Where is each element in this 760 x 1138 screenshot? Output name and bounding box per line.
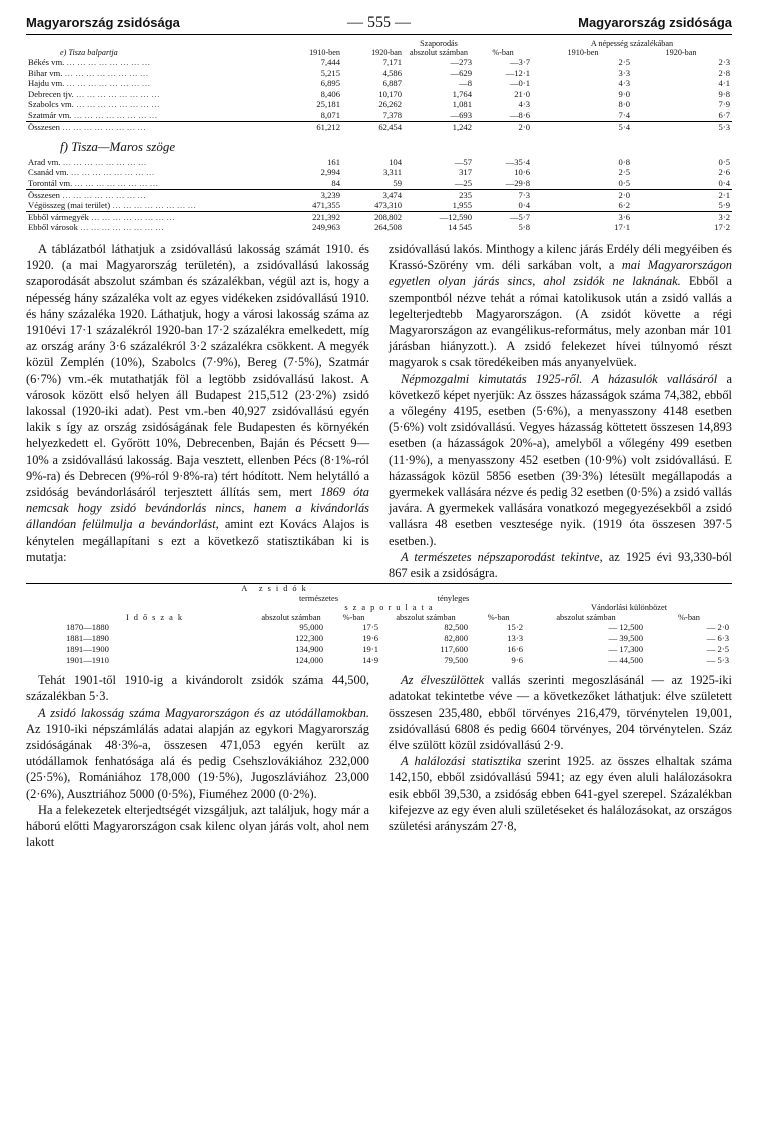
blank-cell: [526, 584, 732, 594]
row-label-text: Szabolcs vm.: [28, 99, 74, 110]
row-value: —629: [450, 67, 472, 78]
left-column-top: [26, 241, 369, 581]
row-value: 7,378: [382, 109, 402, 120]
row-value: 6·7: [718, 109, 730, 120]
row-value: 2·0: [532, 189, 632, 200]
emphasis-run: A halálozási statisztika: [401, 754, 522, 769]
share-group-label: A népesség százalékában: [590, 39, 674, 48]
row-value: — 17,300: [608, 644, 643, 655]
row-value: 104: [389, 156, 402, 167]
row-value: 26,262: [378, 99, 402, 110]
leader-dots: … … … … … … … …: [59, 189, 146, 200]
extra-row: [26, 222, 732, 233]
row-value: —8·6: [509, 109, 530, 120]
row-value: 8,406: [320, 88, 340, 99]
extra-row: [26, 211, 732, 222]
row-value: —57: [454, 156, 472, 167]
row-label-text: Összesen: [28, 189, 60, 200]
period-cell: 1901—1910: [66, 655, 109, 666]
row-value: 79,500: [444, 655, 468, 666]
paragraph: [389, 371, 732, 549]
row-value: 14·9: [362, 655, 378, 666]
paragraph: [26, 705, 369, 802]
paragraph: [389, 753, 732, 834]
growth-group-label: Szaporodás: [420, 39, 458, 48]
col-growth-pct: %-ban: [492, 48, 514, 57]
row-value: —5·7: [474, 211, 532, 222]
row-label: [26, 99, 282, 110]
table-row: [26, 78, 732, 89]
row-value: 82,500: [444, 622, 468, 633]
row-value: —693: [450, 109, 472, 120]
text-run: Ebből a szempontból nézve tehát a római katolikusok után a zsidó vallás a legelterjedtebb Magyarországon. (A zsidót követte a régi Magyarországon az evangélikus-református, mely azonban már 101 járásban hiányzott.). A zsidó felekezet hívei túlnyomó részt magyarok s csak töredékeiben más anyanyelvüek.: [389, 274, 732, 370]
row-value: 19·1: [362, 644, 378, 655]
row-value: — 12,500: [608, 622, 643, 633]
row-value: 8·0: [618, 99, 630, 110]
table-row: [26, 99, 732, 110]
table-row: [26, 89, 732, 100]
table-row: [26, 110, 732, 121]
row-value: —29·8: [505, 177, 530, 188]
row-label-text: Debrecen tjv.: [28, 88, 74, 99]
growth-abs-label: abszolut számban: [410, 48, 468, 57]
col-1910: 1910-ben: [309, 48, 340, 57]
period-header: Időszak: [126, 612, 188, 622]
leader-dots: … … … … … … … …: [77, 222, 164, 233]
row-value: 0·5: [618, 177, 630, 188]
row-value: —25: [454, 177, 472, 188]
row-label: [26, 211, 282, 222]
row-value: — 44,500: [608, 655, 643, 666]
paragraph: Ha a felekezetek elterjedtségét vizsgáljuk, azt találjuk, hogy már a háború előtti Magyarországon csak kilenc olyan járás volt, ahol nem lakott: [26, 802, 369, 850]
leader-dots: … … … … … … … …: [60, 156, 147, 167]
row-value: 61,212: [282, 121, 342, 132]
natural-group-label: természetes: [298, 593, 339, 603]
paragraph: [389, 549, 732, 581]
row-value: — 6·3: [706, 633, 729, 644]
population-table-body: [26, 57, 732, 233]
row-value: — 2·0: [706, 622, 729, 633]
row-label-text: Hajdu vm.: [28, 78, 65, 89]
row-value: 2,994: [320, 167, 340, 178]
row-value: — 39,500: [608, 633, 643, 644]
text-run: amint ezt Kovács Alajos is kénytelen megállapítani s ezt a következő statisztikában ki is mutatja:: [26, 517, 369, 564]
row-value: 10·6: [514, 167, 530, 178]
page: [26, 14, 732, 850]
row-value: 3,311: [382, 167, 402, 178]
table-row: [26, 655, 732, 666]
row-value: 15·2: [507, 622, 523, 633]
row-value: 9·8: [718, 88, 730, 99]
text-columns-bottom: [26, 672, 732, 850]
text-run: Az 1910-iki népszámlálás adatai alapján az egykori Magyarország zsidóságának 48·3%-a, összesen 471,053 egyén került az utódállamok fenhatósága alá és pedig Csehszlovákiához 232,000 (25·5%), Romániához 178,000 (19·5%), Jugoszláviához 23,000 (2·6%), Ausztriához 5000 (0·5%), Fiuméhez 2000 (0·2%).: [26, 721, 369, 801]
row-label-text: Végösszeg (mai terület): [28, 200, 111, 211]
share-1910-label: 1910-ben: [567, 48, 599, 57]
row-label: [26, 178, 282, 189]
row-value: 82,800: [444, 633, 468, 644]
row-value: 7·4: [618, 109, 630, 120]
row-value: 21·0: [514, 88, 530, 99]
row-value: 17·2: [714, 222, 730, 233]
row-label: [26, 189, 282, 200]
leader-dots: … … … … … … … …: [71, 109, 158, 120]
row-value: 17·5: [362, 622, 378, 633]
table-row: [26, 57, 732, 68]
leader-dots: … … … … … … … …: [62, 67, 149, 78]
paragraph: Tehát 1901-től 1910-ig a kivándorolt zsidók száma 44,500, százalékban 5·3.: [26, 673, 369, 704]
row-value: 14 545: [448, 222, 472, 233]
row-label-text: Csanád vm.: [28, 167, 69, 178]
row-value: 3·6: [532, 211, 632, 222]
row-label: [26, 200, 282, 211]
blank-cell: [26, 594, 256, 604]
emphasis-run: Az élveszülöttek: [401, 673, 485, 688]
row-value: —273: [450, 57, 472, 67]
row-value: 117,600: [440, 644, 468, 655]
migration-pct-header: %-ban: [678, 612, 700, 622]
row-value: 1,764: [452, 88, 472, 99]
row-label-text: Szatmár vm.: [28, 109, 72, 120]
row-label-text: Arad vm.: [28, 156, 61, 167]
row-value: 17·1: [614, 222, 630, 233]
table-row: [26, 157, 732, 168]
text-run: A táblázatból láthatjuk a zsidóvallású lakosság számát 1910. és 1920. (a mai Magyarország területén), a zsidóvallású lakosság szaporodását abszolut számban és százalékban, végül azt is, hogy a népesség hány százaléka volt az egyes vidékeken zsidóvallású 1910. és hány százaléka 1920. Láthatjuk, hogy a városi lakosság száma az 1910évi 17·1 százalékról 1920-ban 17·2 százalékra emelkedett, míg az ország arány 3·6 százalékról 3·2 százalékra csökkent. A megyék közül Zemplén (10%), Szabolcs (7·9%), Bereg (7·5%), Szatmár (6·7%) vm.-ék mutathatják föl a legtöbb zsidóvallású lakost. A városok között első helyen áll Budapest 215,512 (23·2%) zsidó lakossal (1920-iki adat). Pest vm.-ben 40,927 zsidóvallású egyén lakik s így az ország zsidóságának fele Budapesten és környékén helyezkedett el. Győrött 10%, Debrecenben, Baján és Pécsett 9—10% a zsidóvallású lakosság. Baja vesztett, ellenben Pécs (8·1%-ról 9%-ra) és Debrecen (9%-ról 9·8%-ra) tért hódított. Nem helytálló a zsidóság bevándorlásáról terjesztett állítás sem, mert: [26, 241, 369, 499]
header-left: Magyarország zsidósága: [26, 15, 180, 30]
row-value: 5·3: [632, 121, 732, 132]
emphasis-run: A természetes népszaporodást tekintve,: [401, 549, 603, 564]
row-value: 3,474: [342, 189, 404, 200]
leader-dots: … … … … … … … …: [64, 57, 151, 67]
period-cell: 1891—1900: [66, 644, 109, 655]
section-title: f) Tisza—Maros szöge: [60, 139, 176, 155]
row-value: 19·6: [362, 633, 378, 644]
migration-table-body: [26, 622, 732, 666]
row-value: 7,444: [320, 57, 340, 67]
row-value: 161: [327, 156, 340, 167]
row-value: 4·3: [518, 99, 530, 110]
emphasis-run: mai Magyarországon egyetlen olyan járás sincs, ahol zsidók ne laknának.: [389, 258, 732, 289]
migration-table: [26, 584, 732, 666]
leader-dots: … … … … … … … …: [68, 167, 155, 178]
row-value: 264,508: [374, 222, 402, 233]
table-title-e: e) Tisza balpartja: [60, 48, 118, 57]
row-value: 3·2: [632, 211, 732, 222]
paragraph: [389, 241, 732, 371]
migration-group-label: Vándorlási különbözet: [590, 603, 668, 613]
emphasis-run: Népmozgalmi kimutatás 1925-ről. A házasulók vallásáról: [401, 371, 718, 386]
row-value: — 5·3: [706, 655, 729, 666]
growth-group-label: szaporulata: [344, 603, 438, 613]
running-header: [26, 14, 732, 35]
emphasis-run: A zsidó lakosság száma Magyarországon és az utódállamokban.: [38, 705, 369, 720]
row-value: 124,000: [295, 655, 323, 666]
row-value: 5·4: [532, 121, 632, 132]
row-value: 6,895: [320, 78, 340, 89]
actual-pct-header: %-ban: [487, 612, 510, 622]
row-value: 84: [331, 177, 340, 188]
row-value: 1,955: [452, 200, 472, 211]
row-value: 10,170: [378, 88, 402, 99]
row-value: — 2·5: [706, 644, 729, 655]
row-label: [26, 222, 282, 233]
row-label-text: Bihar vm.: [28, 67, 63, 78]
row-value: 13·3: [507, 633, 523, 644]
natural-abs-header: abszolut számban: [261, 612, 321, 622]
row-value: 4,586: [382, 67, 402, 78]
row-value: 317: [459, 167, 472, 178]
row-value: 3·3: [618, 67, 630, 78]
row-value: 0·4: [718, 177, 730, 188]
total-row: [26, 121, 732, 132]
row-label: [26, 78, 282, 89]
row-value: 2·1: [632, 189, 732, 200]
population-table: [26, 39, 732, 233]
text-run: az 1925 évi 93,330-ból 867 esik a zsidóságra.: [389, 549, 732, 580]
row-value: 4·3: [618, 78, 630, 89]
row-label: [26, 57, 282, 68]
row-value: 2·3: [718, 57, 730, 67]
row-value: 7·9: [718, 99, 730, 110]
table-row: [26, 622, 732, 633]
period-cell: 1881—1890: [66, 633, 109, 644]
row-value: 2·6: [718, 167, 730, 178]
migration-abs-header: abszolut számban: [556, 612, 616, 622]
row-value: 0·5: [718, 156, 730, 167]
share-1920-label: 1920-ban: [665, 48, 697, 57]
paragraph: [389, 672, 732, 753]
leader-dots: … … … … … … … …: [88, 211, 175, 222]
leader-dots: … … … … … … … …: [73, 88, 160, 99]
row-value: 9·0: [618, 88, 630, 99]
leader-dots: … … … … … … … …: [59, 121, 146, 132]
row-value: 2·0: [474, 121, 532, 132]
row-label-text: Ebből városok: [28, 222, 78, 233]
row-value: —3·7: [509, 57, 530, 67]
row-value: 249,963: [312, 222, 340, 233]
row-value: 16·6: [507, 644, 523, 655]
row-label: [26, 68, 282, 79]
text-run: szerint 1925. az összes elhaltak száma 142,150, ebből zsidóvallású 5941; az egy éven aluli halálozásokra esik ebből 39,530, a zsidóság ebben 641-gyel szerepel. Százalékban kifejezve az egy éven aluli születéseket és halálozásokat, az országos születési arányszám 27·8,: [389, 754, 733, 833]
row-value: 235: [404, 189, 474, 200]
leader-dots: … … … … … … … …: [64, 78, 151, 89]
table-row: [26, 178, 732, 189]
row-value: 221,392: [282, 211, 342, 222]
col-share: [532, 39, 732, 57]
total-row: [26, 189, 732, 200]
migration-table-wrap: [26, 583, 732, 666]
right-column-top: [389, 241, 732, 581]
emphasis-run: 1869 óta nemcsak hogy zsidó bevándorlás nincs, hanem a kivándorlás állandóan felülmulja a bevándorlást,: [26, 484, 370, 532]
row-value: 2·5: [618, 167, 630, 178]
row-value: 25,181: [316, 99, 340, 110]
row-value: 4·1: [718, 78, 730, 89]
table-row: [26, 68, 732, 79]
paragraph: [26, 241, 369, 565]
text-columns-top: [26, 241, 732, 581]
row-value: 6·2: [618, 200, 630, 211]
row-label-text: Ebből vármegyék: [28, 211, 89, 222]
row-value: 471,355: [312, 200, 340, 211]
row-value: 7,171: [382, 57, 402, 67]
row-value: 9·6: [511, 655, 523, 666]
row-value: 95,000: [299, 622, 323, 633]
blank-cell: [26, 603, 256, 613]
row-value: 6,887: [382, 78, 402, 89]
actual-abs-header: abszolut számban: [396, 612, 456, 622]
row-label: [26, 110, 282, 121]
actual-group-label: tényleges: [437, 593, 470, 603]
row-label-text: Békés vm.: [28, 57, 65, 67]
row-value: 2·5: [618, 57, 630, 67]
row-value: 5·9: [718, 200, 730, 211]
text-run: vallás szerinti megoszlásánál — az 1925-iki adatokat tekintetbe véve — a következőket láthatjuk: élve született összesen 235,480, ebből törvényes 216,479, törvénytelen 19,001, zsidóvallású 6808 és pedig 6604 törvényes, 204 törvénytelen. Száz élve szülött közül zsidóvallású 2·9.: [389, 673, 732, 752]
row-value: 208,802: [342, 211, 404, 222]
row-label: [26, 157, 282, 168]
col-1920: 1920-ban: [371, 48, 402, 57]
natural-pct-header: %-ban: [342, 612, 365, 622]
text-run: a következő képet nyerjük: Az összes házasságok száma 74,382, ebből a vőlegény 4195, esetben (5·6%), a menyasszony 4148 esetben (5·6%) volt zsidóvallású. Vegyes házasság köttetett összesen 14,893 esetben (a házasságok 20%-a), amelyből a vőlegény 499 esetben (11·9%), a menyasszony 452 esetben (10·9%) volt zsidóvallású. E házasságok közül 5856 esetben (39·3%) létesült megállapodás a gyermekek vallására nézve és pedig 32 esetben (0·5%) a zsidó vallás javára. A gyermekek vallására vonatkozó megegyezésekből a zsidó vallásra 48 esetben vesztesége nyik. (1919 óta összesen 397·5 esetben.).: [389, 371, 732, 548]
row-value: 2·8: [718, 67, 730, 78]
row-value: 7·3: [474, 189, 532, 200]
row-value: 5·8: [518, 222, 530, 233]
row-value: 1,242: [404, 121, 474, 132]
row-value: —35·4: [505, 156, 530, 167]
row-label: [26, 167, 282, 178]
row-value: 62,454: [342, 121, 404, 132]
row-value: 473,310: [374, 200, 402, 211]
row-value: 0·8: [618, 156, 630, 167]
leader-dots: … … … … … … … …: [110, 200, 197, 211]
row-value: —12,590: [404, 211, 474, 222]
row-value: 134,900: [295, 644, 323, 655]
row-value: 122,300: [295, 633, 323, 644]
row-value: 0·4: [518, 200, 530, 211]
section-title-row: [26, 132, 732, 157]
header-right: Magyarország zsidósága: [578, 15, 732, 30]
row-value: —0·1: [509, 78, 530, 89]
right-column-bottom: [389, 672, 732, 850]
row-label-text: Torontál vm.: [28, 177, 73, 188]
leader-dots: … … … … … … … …: [72, 177, 159, 188]
table-row: [26, 644, 732, 655]
leader-dots: … … … … … … … …: [73, 99, 160, 110]
row-value: 3,239: [282, 189, 342, 200]
grand-total-row: [26, 200, 732, 211]
row-value: 8,071: [320, 109, 340, 120]
left-column-bottom: [26, 672, 369, 850]
period-cell: 1870—1880: [66, 622, 109, 633]
page-number: — 555 —: [347, 14, 411, 31]
table-row: [26, 167, 732, 178]
row-value: 5,215: [320, 67, 340, 78]
row-value: 59: [393, 177, 402, 188]
migration-table-title: A zsidók: [241, 584, 311, 594]
row-value: —12·1: [505, 67, 530, 78]
table-row: [26, 633, 732, 644]
row-label: [26, 89, 282, 100]
col-growth-abs: [404, 39, 474, 57]
row-value: —8: [459, 78, 472, 89]
row-value: 1,081: [452, 99, 472, 110]
text-run: zsidóvallású lakós. Minthogy a kilenc járás Erdély déli megyéiben és Krassó-Szörény vm. déli sarkában volt, a: [389, 241, 732, 273]
row-label-text: Összesen: [28, 121, 60, 132]
row-label: [26, 121, 282, 132]
